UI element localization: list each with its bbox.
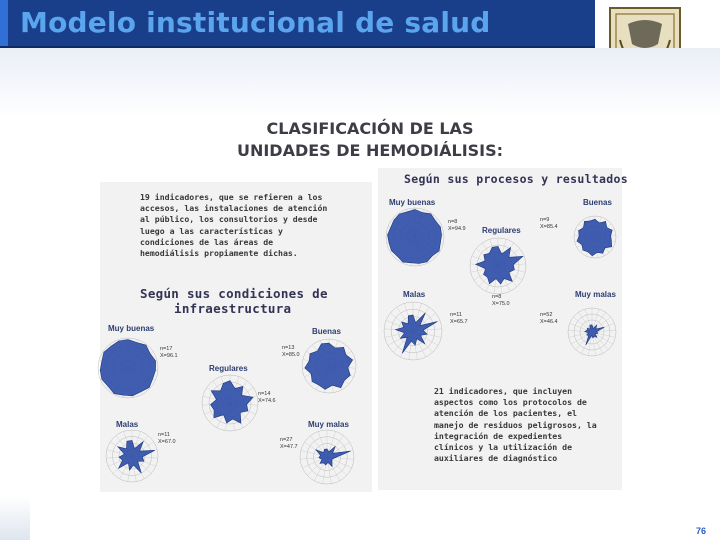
proc-label-muy-malas: Muy malas <box>575 290 616 299</box>
radar-area <box>577 219 612 256</box>
main-heading <box>200 118 540 162</box>
proc-stat-regulares: n=8 X=75.0 <box>492 294 510 307</box>
proc-stat-muy-malas: n=52 X=46.4 <box>540 312 558 325</box>
radar-area <box>100 340 155 396</box>
infra-label-regulares: Regulares <box>209 364 248 373</box>
main-heading-line2: UNIDADES DE HEMODIÁLISIS: <box>236 141 504 160</box>
radar-chart <box>468 236 528 296</box>
infrastructure-note: 19 indicadores, que se refieren a los accesos, las instalaciones de atención al público, los consultorios y desde luego a las características y condiciones de las áreas de hemodiálisis propiamente dichas. <box>140 192 328 259</box>
proc-label-muy-buenas: Muy buenas <box>389 198 436 207</box>
proc-label-buenas: Buenas <box>583 198 612 207</box>
proc-label-regulares: Regulares <box>482 226 521 235</box>
radar-chart <box>572 206 618 268</box>
infra-label-buenas: Buenas <box>312 327 341 336</box>
radar-area <box>211 381 254 424</box>
radar-area <box>305 343 353 389</box>
infra-stat-buenas: n=13 X=85.0 <box>282 345 300 358</box>
infra-label-malas: Malas <box>116 420 139 429</box>
infrastructure-title-line1: Según sus condiciones de <box>140 286 328 301</box>
processes-title: Según sus procesos y resultados <box>404 172 628 186</box>
infra-label-muy-malas: Muy malas <box>308 420 349 429</box>
radar-chart <box>104 428 160 484</box>
radar-chart <box>384 206 446 268</box>
radar-chart <box>300 337 358 395</box>
header-accent <box>0 0 8 46</box>
radar-chart <box>298 428 356 486</box>
radar-area <box>388 210 442 264</box>
infra-stat-muy-buenas: n=17 X=96.1 <box>160 346 178 359</box>
proc-stat-malas: n=11 X=65.7 <box>450 312 468 325</box>
radar-chart <box>566 300 618 364</box>
radar-chart <box>96 336 160 400</box>
radar-chart <box>382 300 444 362</box>
page-title: Modelo institucional de salud <box>20 6 491 39</box>
header-gradient <box>0 48 720 118</box>
infra-stat-regulares: n=14 X=74.6 <box>258 391 276 404</box>
infrastructure-title-line2: infraestructura <box>174 301 292 316</box>
infra-stat-muy-malas: n=27 X=47.7 <box>280 437 298 450</box>
main-heading-line1: CLASIFICACIÓN DE LAS <box>266 119 474 138</box>
radar-area <box>118 440 155 473</box>
infra-stat-malas: n=11 X=67.0 <box>158 432 176 445</box>
corner-decoration <box>0 496 30 540</box>
proc-stat-muy-buenas: n=8 X=94.9 <box>448 219 466 232</box>
proc-stat-buenas: n=9 X=85.4 <box>540 217 558 230</box>
radar-chart <box>200 373 260 433</box>
page-number: 76 <box>696 526 707 536</box>
processes-note: 21 indicadores, que incluyen aspectos como los protocolos de atención de los pacientes, el manejo de residuos peligrosos, la integración de expedientes clínicos y la utilización de auxiliares de diagnóstico <box>434 386 597 464</box>
proc-label-malas: Malas <box>403 290 426 299</box>
infra-label-muy-buenas: Muy buenas <box>108 324 155 333</box>
